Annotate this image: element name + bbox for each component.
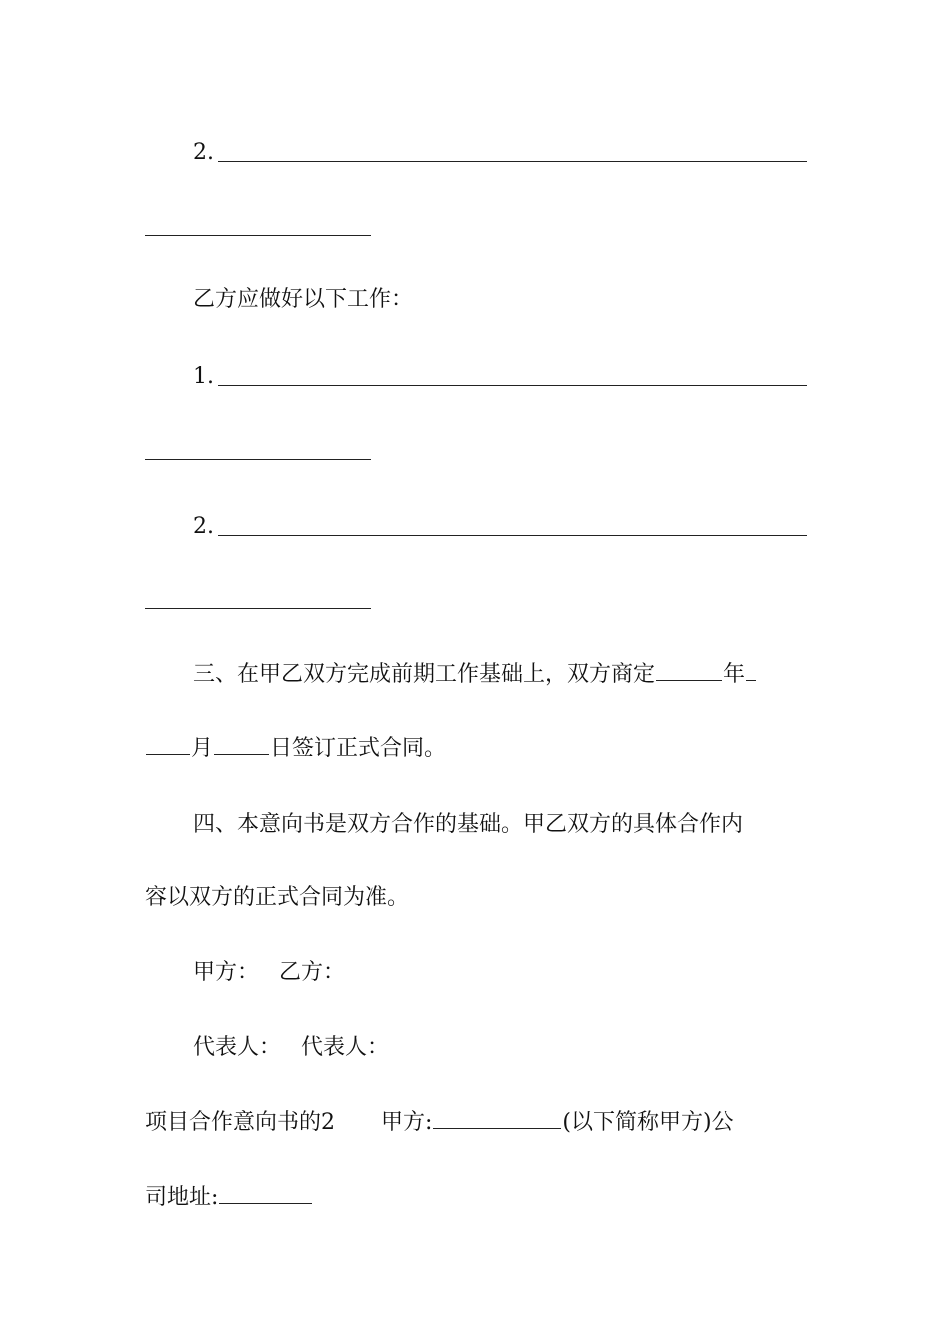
rep-b-label: 代表人： — [301, 1035, 390, 1060]
fill-blank — [218, 161, 807, 162]
month-label: 月 — [191, 736, 214, 761]
item-1-line — [193, 362, 807, 392]
fill-blank — [218, 385, 807, 386]
party-a-label: 甲方： — [193, 960, 260, 985]
year-label: 年 — [723, 662, 746, 687]
clause-4-line-1: 四、本意向书是双方合作的基础。甲乙双方的具体合作内 — [193, 812, 744, 837]
rep-a-label: 代表人： — [193, 1035, 282, 1060]
day-blank — [214, 754, 269, 755]
doc2-party-a-note: (以下简称甲方)公 — [562, 1110, 734, 1135]
month-blank — [146, 754, 190, 755]
doc2-party-a-label: 甲方: — [381, 1110, 433, 1135]
item-number: 2. — [193, 514, 214, 539]
party-a-name-blank — [433, 1128, 561, 1129]
item-2-line — [193, 138, 807, 168]
doc2-first-line — [145, 1108, 807, 1138]
clause-4-line-2: 容以双方的正式合同为准。 — [145, 885, 410, 910]
doc2-address-line — [145, 1183, 807, 1213]
item-2-line — [193, 512, 807, 542]
fill-blank-continuation — [145, 608, 371, 609]
doc2-address-label: 司地址: — [145, 1185, 219, 1210]
clause-3-line-2 — [145, 734, 807, 764]
doc2-title: 项目合作意向书的2 — [145, 1110, 335, 1135]
signature-parties — [193, 958, 807, 988]
fill-blank-continuation — [145, 459, 371, 460]
item-number: 1. — [193, 364, 214, 389]
month-blank-start — [746, 680, 756, 681]
fill-blank — [218, 535, 807, 536]
fill-blank-continuation — [145, 235, 371, 236]
party-b-label: 乙方： — [279, 960, 346, 985]
clause-3-line-1 — [193, 660, 807, 690]
address-blank — [219, 1203, 312, 1204]
signature-representatives — [193, 1033, 807, 1063]
item-number: 2. — [193, 140, 214, 165]
clause-3-tail: 日签订正式合同。 — [270, 736, 447, 761]
clause-3-text: 三、在甲乙双方完成前期工作基础上，双方商定 — [193, 662, 656, 687]
year-blank — [656, 680, 722, 681]
party-b-duties-heading: 乙方应做好以下工作： — [193, 287, 414, 312]
